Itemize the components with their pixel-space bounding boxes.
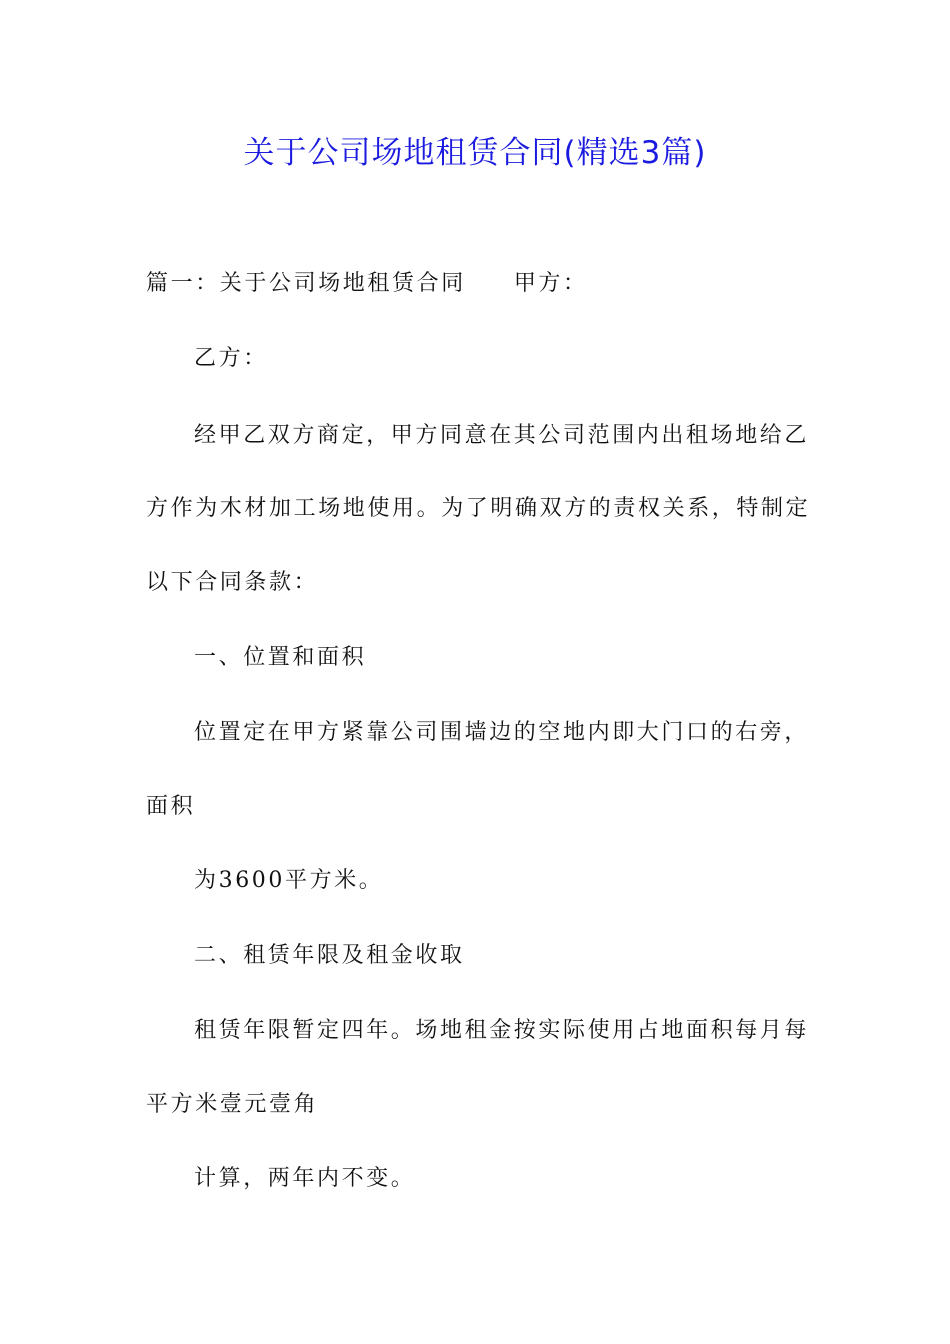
section-heading: 篇一：关于公司场地租赁合同 [146, 271, 466, 296]
section-heading-line [146, 269, 588, 299]
clause-heading: 二、租赁年限及租金收取 [194, 943, 465, 968]
document-title: 关于公司场地租赁合同(精选3篇) [243, 135, 707, 171]
paragraph-line: 以下合同条款： [146, 570, 319, 595]
paragraph-line: 方作为木材加工场地使用。为了明确双方的责权关系，特制定 [146, 496, 811, 521]
party-b-label: 乙方： [194, 346, 268, 371]
party-a-label: 甲方： [513, 271, 588, 296]
paragraph-line: 计算，两年内不变。 [194, 1166, 416, 1191]
paragraph-line: 经甲乙双方商定，甲方同意在其公司范围内出租场地给乙 [194, 423, 810, 448]
paragraph-line: 为3600平方米。 [194, 868, 384, 893]
paragraph-line: 位置定在甲方紧靠公司围墙边的空地内即大门口的右旁， [194, 720, 810, 745]
paragraph-line: 面积 [146, 794, 196, 819]
clause-heading: 一、位置和面积 [194, 645, 367, 670]
paragraph-line: 租赁年限暂定四年。场地租金按实际使用占地面积每月每 [194, 1018, 810, 1043]
paragraph-line: 平方米壹元壹角 [146, 1092, 319, 1117]
